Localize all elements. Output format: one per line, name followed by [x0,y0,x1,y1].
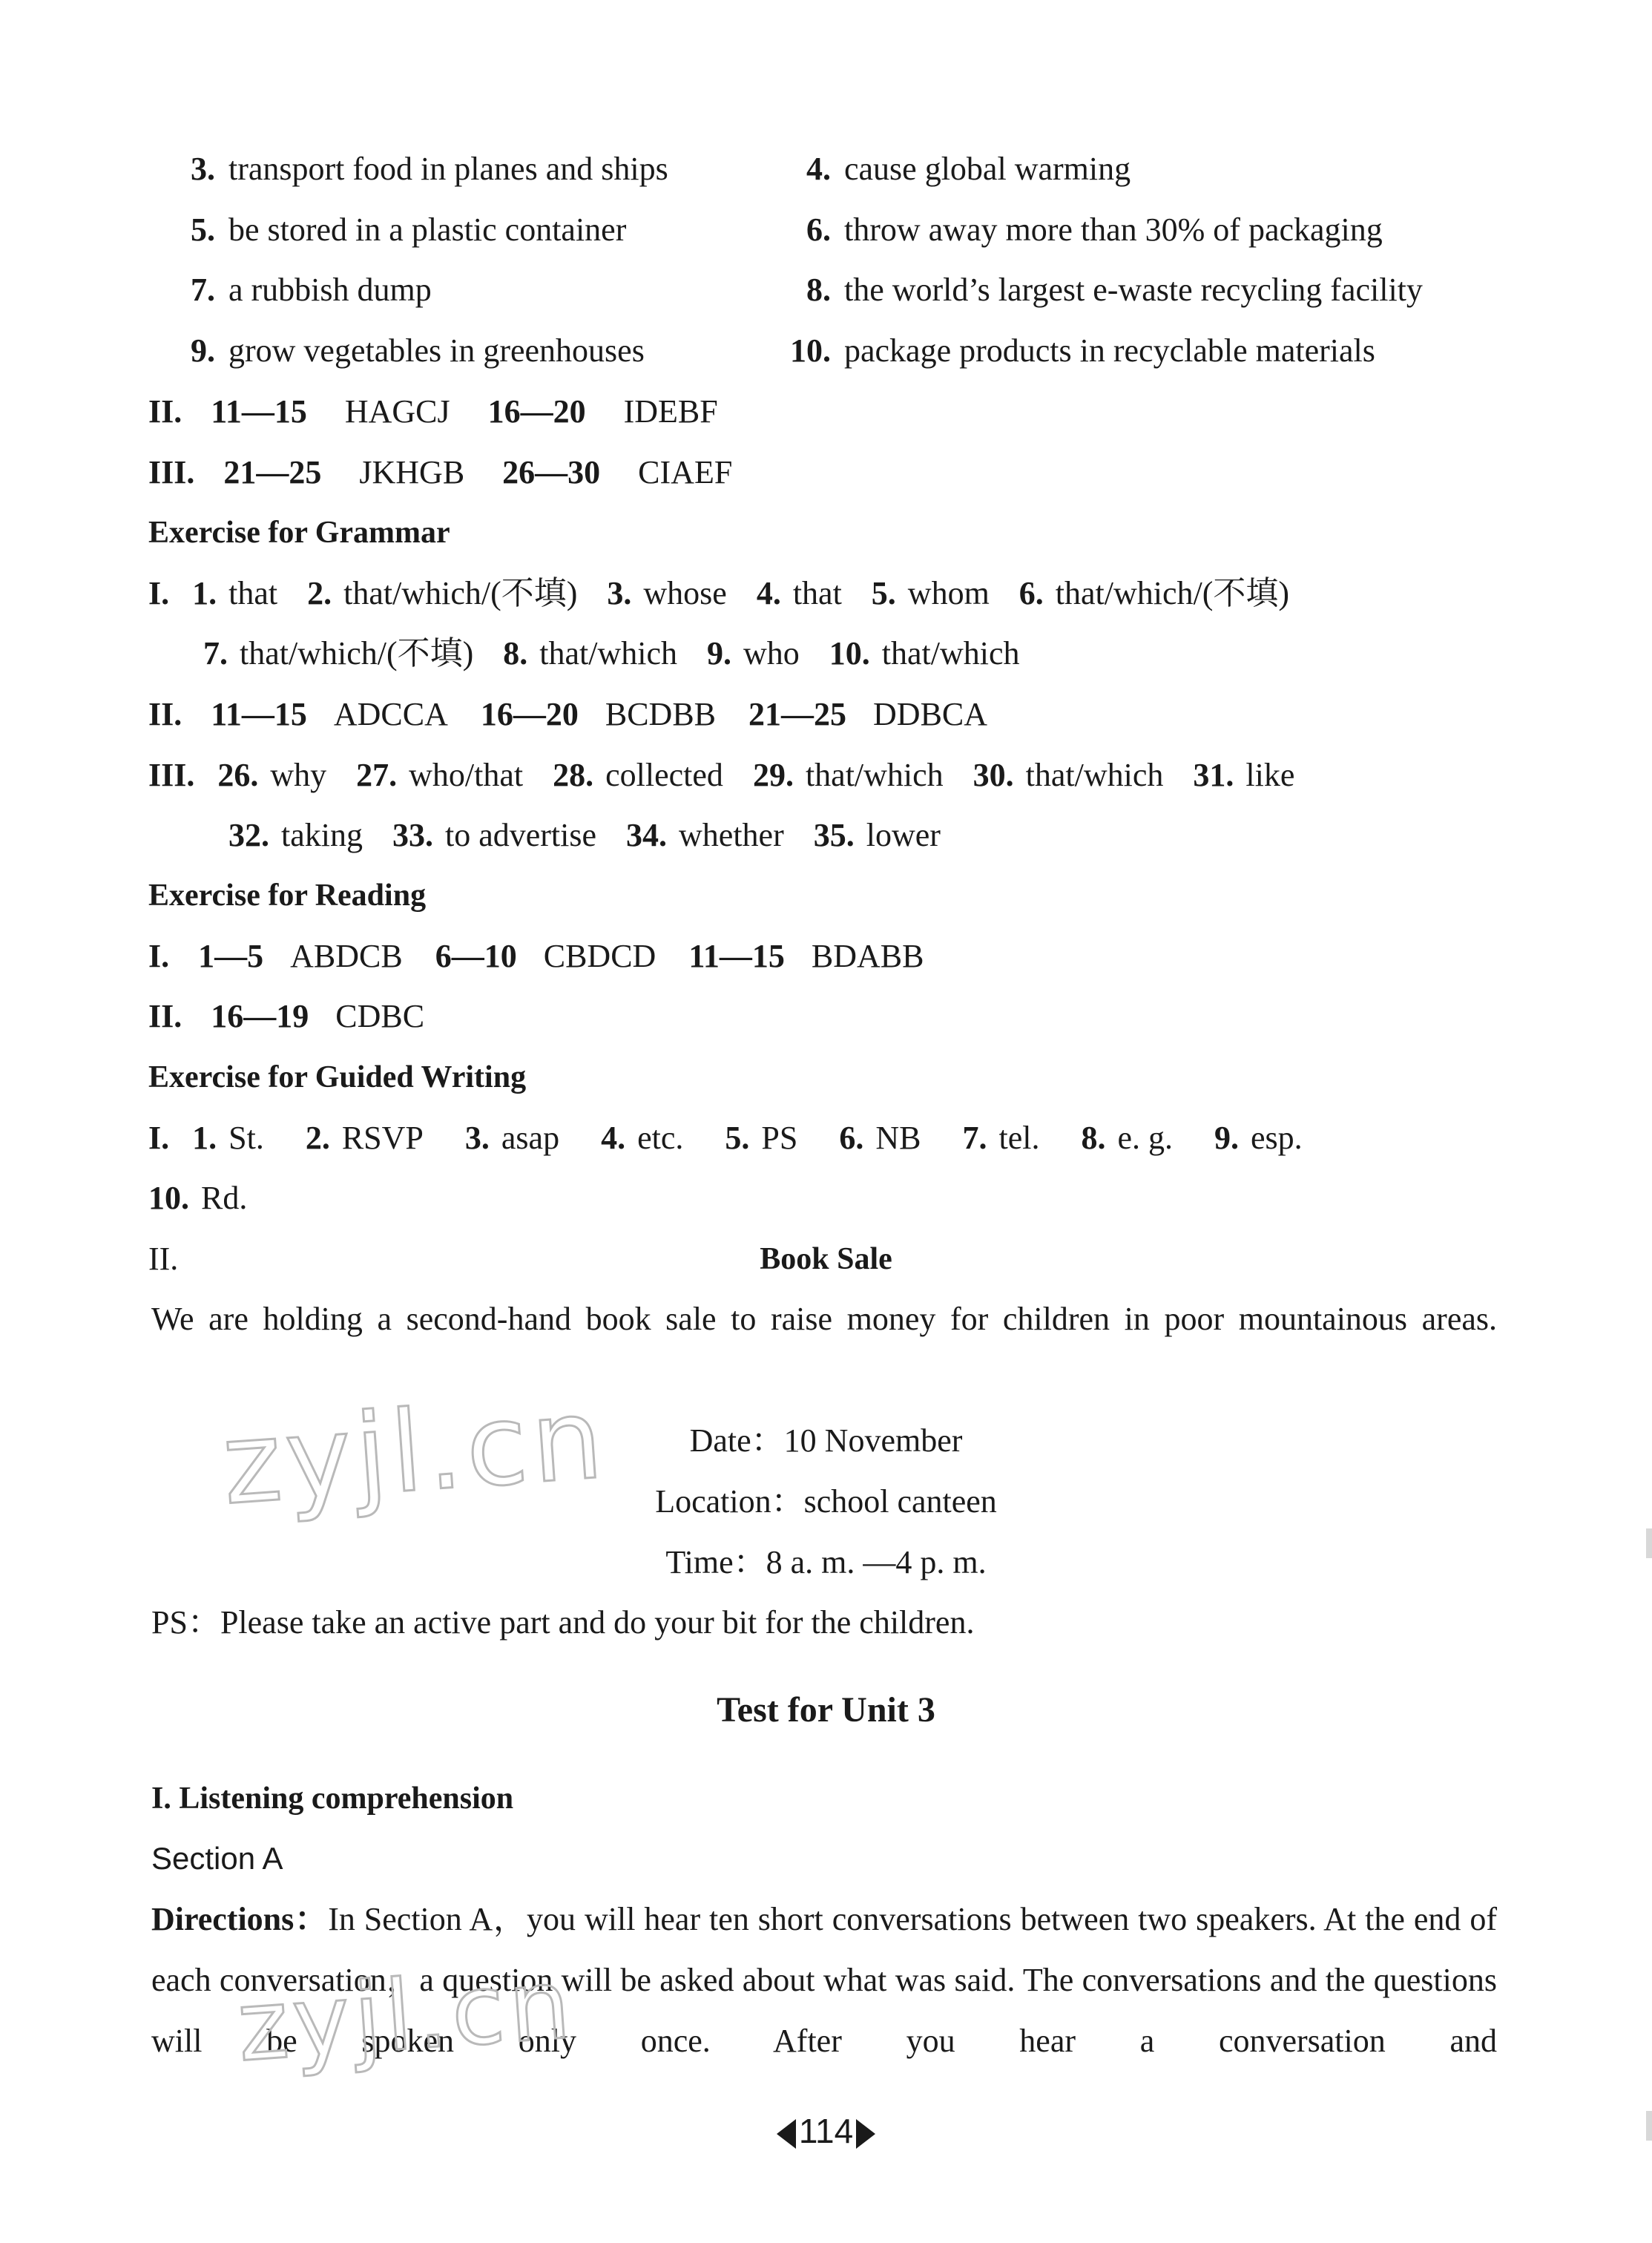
answer-number: 3. [464,1120,490,1156]
answer-text: collected [605,757,723,793]
item-text: throw away more than 30% of packaging [844,211,1383,248]
answer-text: that [792,575,842,611]
item-text: the world’s largest e-waste recycling facility [844,272,1423,308]
answer-text: that/which [539,635,677,671]
triangle-right-icon [856,2119,875,2149]
answer-text: who [743,635,800,671]
answer-text: why [270,757,327,793]
grammar-heading: Exercise for Grammar [148,516,450,550]
vocab-item-left [148,330,645,372]
vocab-item-left [148,148,668,190]
grammar-III-line1: III. 26. why 27. who/that 28. collected 29. that/which 30. that/which 31. like [148,755,1504,796]
answer-letters: ADCCA [333,696,448,732]
notice-date: Date：10 November [689,1422,963,1459]
answer-range: 1—5 [198,938,264,974]
item-number: 4. [806,151,831,187]
writing-I-line1: I. 1. St. 2. RSVP 3. asap 4. etc. 5. PS 6. NB 7. tel. 8. e. g. 9. esp. [148,1117,1504,1159]
answer-letters: CDBC [335,998,425,1034]
answer-range: 11—15 [688,938,785,974]
answer-number: 33. [392,817,433,853]
writing-heading: Exercise for Guided Writing [148,1060,527,1094]
answer-range: 16—19 [211,998,309,1034]
writing-II-label: II. [148,1241,179,1277]
item-text: be stored in a plastic container [228,211,627,248]
answer-number: 27. [356,757,398,793]
answer-text: to advertise [444,817,597,853]
item-number: 6. [806,211,831,248]
reading-I: I. 1—5 ABDCB 6—10 CBDCD 11—15 BDABB [148,936,1504,977]
answer-range: 21—25 [748,696,847,732]
answer-number: 3. [607,575,632,611]
answer-text: that/which/(不填) [343,575,578,611]
notice-time: Time：8 a. m. —4 p. m. [665,1544,987,1580]
answer-number: 34. [626,817,668,853]
answer-text: whether [679,817,784,853]
answer-number: 29. [752,757,794,793]
answer-number: 6. [1018,575,1044,611]
test-title: Test for Unit 3 [717,1690,935,1730]
answer-text: whose [643,575,727,611]
answer-letters: BDABB [811,938,924,974]
answer-letters: DDBCA [873,696,988,732]
listening-heading: I. Listening comprehension [151,1781,514,1816]
answer-text: who/that [409,757,524,793]
watermark-logo-2: zyjl.cn [234,1947,579,2083]
answer-number: 32. [228,817,269,853]
answer-number: 26. [217,757,259,793]
answer-text: PS [761,1120,798,1156]
item-number: 3. [191,151,215,187]
answer-number: 30. [973,757,1014,793]
notice-body: We are holding a second-hand book sale to raise money for children in poor mountainous areas. [151,1301,1497,1337]
item-number: 10. [790,332,831,369]
scan-edge-mark [1646,1528,1652,1558]
grammar-I-line2 [188,633,1504,674]
vocab-section-III: III. 21—25 JKHGB 26—30 CIAEF [148,454,733,490]
writing-I-line2 [148,1178,1504,1219]
reading-II: II. 16—19 CDBC [148,996,1504,1037]
triangle-left-icon [777,2119,796,2149]
item-number: 7. [191,272,215,308]
section-a-heading: Section A [151,1841,283,1876]
answer-text: lower [866,817,941,853]
answer-text: that/which [1025,757,1164,793]
item-text: transport food in planes and ships [228,151,668,187]
answer-text: that/which/(不填) [1055,575,1290,611]
vocab-item-right [757,269,1423,311]
answer-number: 4. [601,1120,626,1156]
answer-number: 8. [1081,1120,1106,1156]
answer-text: asap [501,1120,560,1156]
answer-text: tel. [998,1120,1040,1156]
item-text: package products in recyclable materials [844,332,1375,369]
answer-number: 2. [307,575,332,611]
answer-number: 5. [725,1120,750,1156]
reading-heading: Exercise for Reading [148,879,427,913]
answer-text: esp. [1250,1120,1303,1156]
answer-number: 4. [756,575,781,611]
answer-letters: BCDBB [605,696,717,732]
answer-number: 7. [203,635,228,671]
answer-number: 2. [305,1120,330,1156]
answer-text: that/which [805,757,944,793]
grammar-I-line1: I. 1. that 2. that/which/(不填) 3. whose 4. that 5. whom 6. that/which/(不填) [148,573,1504,614]
vocab-item-left [148,269,432,311]
answer-text: e. g. [1117,1120,1173,1156]
answer-number: 1. [192,1120,217,1156]
item-number: 5. [191,211,215,248]
answer-number: 9. [707,635,731,671]
grammar-II: II. 11—15 ADCCA 16—20 BCDBB 21—25 DDBCA [148,694,1504,735]
answer-text: taking [281,817,363,853]
answer-number: 10. [829,635,870,671]
directions-paragraph: Directions：In Section A，you will hear ten short conversations between two speakers. At the end of each conversation，a question will be asked about what was said. The conversations and the questions will be spoken only once. After you hear a conversation and [151,1901,1497,2059]
answer-text: that/which/(不填) [240,635,474,671]
answer-number: 7. [962,1120,987,1156]
item-text: grow vegetables in greenhouses [228,332,645,369]
answer-number: 10. [148,1180,189,1216]
answer-text: that/which [881,635,1020,671]
answer-number: 5. [871,575,896,611]
notice-location: Location：school canteen [655,1483,997,1520]
watermark-logo-1: zyjl.cn [218,1374,611,1530]
vocab-section-II: II. 11—15 HAGCJ 16—20 IDEBF [148,393,718,430]
answer-text: etc. [637,1120,684,1156]
item-text: cause global warming [844,151,1131,187]
scan-edge-mark [1646,2111,1652,2141]
answer-range: 16—20 [480,696,579,732]
item-number: 9. [191,332,215,369]
item-text: a rubbish dump [228,272,432,308]
answer-text: RSVP [341,1120,424,1156]
answer-text: St. [228,1120,264,1156]
answer-number: 9. [1214,1120,1239,1156]
answer-text: that [228,575,278,611]
notice-title: Book Sale [760,1242,892,1276]
answer-letters: ABDCB [290,938,403,974]
answer-range: 6—10 [435,938,517,974]
grammar-III-line2 [214,815,1504,856]
answer-number: 1. [192,575,217,611]
answer-number: 6. [839,1120,864,1156]
answer-range: 11—15 [211,696,307,732]
vocab-item-right [757,209,1383,251]
answer-text: Rd. [201,1180,248,1216]
answer-number: 35. [813,817,855,853]
notice-ps: PS：Please take an active part and do your bit for the children. [151,1604,975,1641]
answer-number: 8. [503,635,528,671]
vocab-item-right [757,148,1131,190]
vocab-item-left [148,209,626,251]
answer-text: NB [875,1120,921,1156]
answer-text: like [1245,757,1295,793]
item-number: 8. [806,272,831,308]
answer-text: whom [907,575,990,611]
answer-number: 31. [1193,757,1234,793]
vocab-item-right [757,330,1375,372]
page-number: 114 [0,2111,1652,2151]
answer-letters: CBDCD [543,938,656,974]
answer-number: 28. [553,757,594,793]
